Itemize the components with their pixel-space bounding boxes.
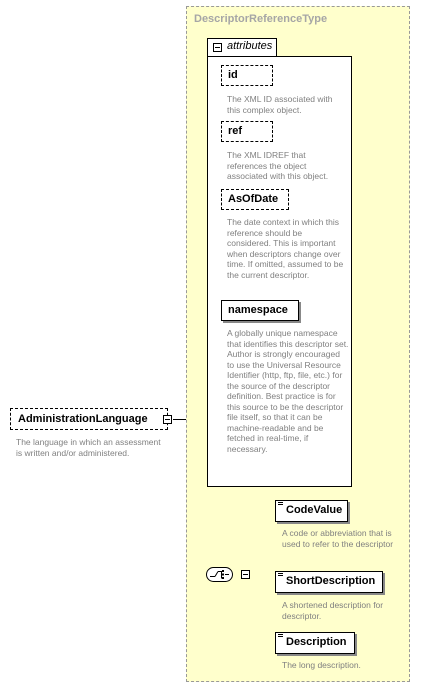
element-shortdescription-name: ShortDescription — [286, 575, 376, 587]
attribute-ref-name: ref — [228, 125, 243, 137]
attribute-asofdate-name: AsOfDate — [228, 193, 279, 205]
attribute-ref-description: The XML IDREF that references the object associated with this object. — [227, 150, 329, 181]
element-marker-icon — [278, 573, 283, 577]
element-codevalue-description: A code or abbreviation that is used to refer to the descriptor — [282, 528, 394, 549]
attribute-ref[interactable] — [221, 121, 273, 142]
element-description-description: The long description. — [282, 660, 361, 670]
attribute-id-description: The XML ID associated with this complex object. — [227, 94, 333, 115]
element-shortdescription[interactable] — [275, 571, 383, 593]
attribute-namespace[interactable] — [221, 300, 299, 321]
root-collapse-icon[interactable] — [163, 415, 172, 424]
element-marker-icon — [278, 502, 283, 506]
root-element-name: AdministrationLanguage — [18, 413, 148, 425]
sequence-collapse-icon[interactable] — [241, 570, 250, 579]
attributes-label: attributes — [227, 40, 273, 52]
element-codevalue-name: CodeValue — [286, 504, 343, 516]
element-marker-icon — [278, 634, 283, 638]
attributes-collapse-icon[interactable] — [213, 43, 222, 52]
sequence-icon[interactable] — [206, 567, 233, 582]
attribute-id-name: id — [228, 69, 238, 81]
element-description-name: Description — [286, 636, 347, 648]
attribute-id[interactable] — [221, 65, 273, 86]
element-shortdescription-description: A shortened description for descriptor. — [282, 600, 384, 621]
sequence-symbol — [207, 568, 232, 581]
root-element-box[interactable] — [10, 408, 168, 430]
attribute-namespace-description: A globally unique namespace that identifies this descriptor set. Author is strongly encouraged to use the Universal Resource Identifier (http, ftp, file, etc.) for the source of the descriptor definition. Best practice is for this source to be the descriptor file itself, so that it can be machine-readable and be fetched in real-time, if necessary. — [227, 328, 349, 454]
element-codevalue[interactable] — [275, 500, 348, 522]
element-description[interactable] — [275, 632, 355, 654]
attribute-asofdate-description: The date context in which this reference should be considered. This is important when descriptors change over time. If omitted, assumed to be the current descriptor. — [227, 217, 344, 280]
root-element-description: The language in which an assessment is written and/or administered. — [16, 437, 161, 458]
attribute-namespace-name: namespace — [228, 304, 288, 316]
type-title: DescriptorReferenceType — [194, 13, 328, 25]
attribute-asofdate[interactable] — [221, 189, 289, 210]
